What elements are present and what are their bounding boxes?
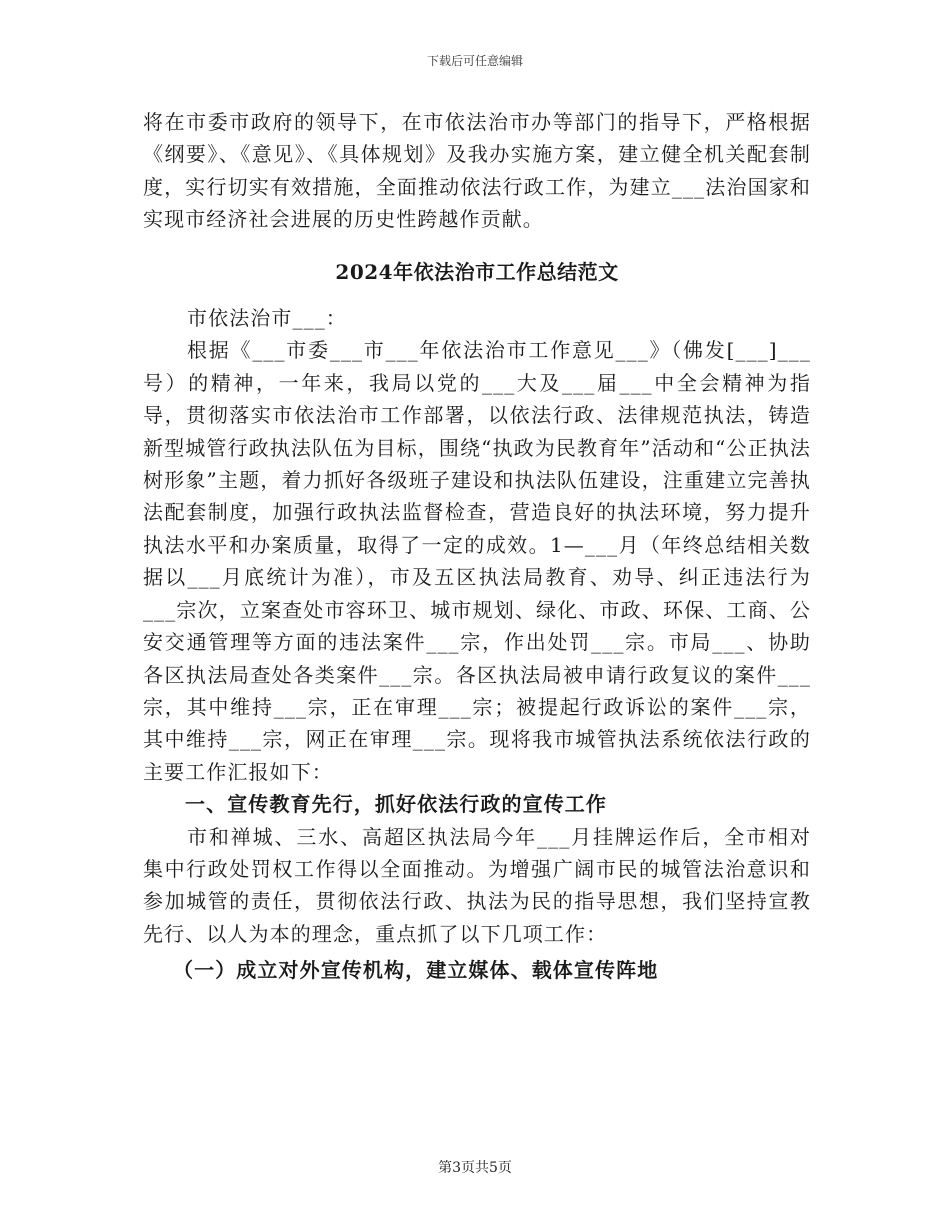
page-header-note: 下载后可任意编辑: [426, 54, 523, 68]
document-title: 2024年依法治市工作总结范文: [335, 259, 619, 284]
salutation: 市依法治市___：: [187, 306, 347, 331]
document-body: [143, 106, 811, 987]
subsection-heading: （一）成立对外宣传机构，建立媒体、载体宣传阵地: [173, 958, 659, 983]
section-paragraph: 市和禅城、三水、高超区执法局今年___月挂牌运作后，全市相对集中行政处罚权工作得以全面推动。为增强广阔市民的城管法治意识和参加城管的责任，贯彻依法行政、执法为民的指导思想，我们坚持宣教先行、以人为本的理念，重点抓了以下几项工作：: [143, 824, 811, 946]
page-footer-number: 第3页共5页: [438, 1160, 512, 1176]
section-heading: 一、宣传教育先行，抓好依法行政的宣传工作: [185, 792, 607, 817]
intro-paragraph: 将在市委市政府的领导下，在市依法治市办等部门的指导下，严格根据《纲要》、《意见》、《具体规划》及我办实施方案，建立健全机关配套制度，实行切实有效措施，全面推动依法行政工作，为建立___法治国家和实现市经济社会进展的历史性跨越作贡献。: [143, 110, 811, 232]
body-paragraph: 根据《___市委___市___年依法治市工作意见___》（佛发[___]___号）的精神，一年来，我局以党的___大及___届___中全会精神为指导，贯彻落实市依法治市工作部署，以依法行政、法律规范执法，铸造新型城管行政执法队伍为目标，围绕“执政为民教育年”活动和“公正执法树形象”主题，着力抓好各级班子建设和执法队伍建设，注重建立完善执法配套制度，加强行政执法监督检查，营造良好的执法环境，努力提升执法水平和办案质量，取得了一定的成效。1—___月（年终总结相关数据以___月底统计为准），市及五区执法局教育、劝导、纠正违法行为___宗次，立案查处市容环卫、城市规划、绿化、市政、环保、工商、公安交通管理等方面的违法案件___宗，作出处罚___宗。市局___、协助各区执法局查处各类案件___宗。各区执法局被申请行政复议的案件___宗，其中维持___宗，正在审理___宗；被提起行政诉讼的案件___宗，其中维持___宗，网正在审理___宗。现将我市城管执法系统依法行政的主要工作汇报如下：: [143, 338, 811, 784]
